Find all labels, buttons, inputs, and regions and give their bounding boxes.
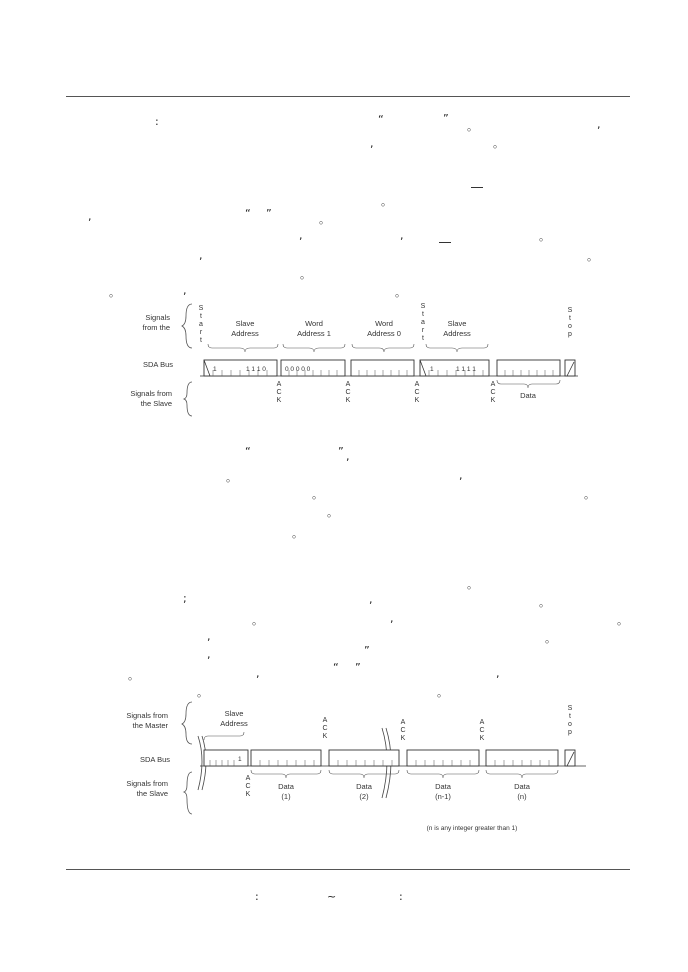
svg-text:p: p [568,331,572,338]
punct-comma: , [400,229,404,242]
punct-quote-close: ” [338,445,344,458]
svg-text:r: r [199,329,203,336]
ack-label [400,719,405,742]
bit-value: 1 1 1 1 [456,366,476,373]
svg-text:t: t [200,337,202,344]
punct-period: 。 [292,527,303,540]
data-field-label: (1) [281,792,291,801]
punct-period: 。 [128,669,139,682]
sequence-diagram-1 [100,300,590,420]
field-slave-address: Address [231,329,259,338]
svg-text:A: A [345,381,351,388]
svg-text:A: A [245,775,251,782]
svg-text:A: A [490,381,496,388]
punct-period: 。 [587,250,598,263]
signals-slave-label: the Slave [140,399,172,408]
svg-text:A: A [322,717,328,724]
punct-period: 。 [539,230,550,243]
field-word-address-0: Address 0 [367,329,401,338]
signals-slave-label: Signals from [130,389,172,398]
punct-comma: , [199,249,203,262]
svg-text:A: A [479,719,485,726]
bit-value: 1 1 1 0 [246,366,266,373]
svg-text:C: C [490,389,496,396]
signals-master-label: Signals [145,313,170,322]
punct-quote-close: ” [266,207,272,220]
svg-text:K: K [245,791,251,798]
field-word-address-1: Word [305,319,323,328]
punct-quote-open: “ [333,661,339,674]
ack-label [490,381,495,404]
data-field-label: (n) [517,792,527,801]
punct-comma: , [459,469,463,482]
punct-period: 。 [252,614,263,627]
svg-text:S: S [420,303,426,310]
svg-text:S: S [567,705,573,712]
ack-label [414,381,419,404]
stop-label [568,705,573,736]
punct-comma: , [256,667,260,680]
svg-text:C: C [322,725,328,732]
punct-quote-open: “ [245,445,251,458]
data-field-label: Data [356,782,372,791]
punct-comma: , [390,612,394,625]
svg-text:K: K [490,397,496,404]
svg-text:t: t [200,313,202,320]
punct-comma: , [346,450,350,463]
signals-master-label: the Master [132,721,168,730]
data-field-label: Data [435,782,451,791]
signals-master-label: from the [142,323,170,332]
svg-text:o: o [568,721,572,728]
punct-comma: , [370,137,374,150]
field-slave-address: Slave [224,709,244,718]
punct-period: 。 [395,286,406,299]
punct-period: 。 [539,596,550,609]
svg-text:C: C [414,389,420,396]
data-field-label: (2) [359,792,369,801]
svg-text:S: S [198,305,204,312]
ack-label [479,719,484,742]
ack-label [345,381,350,404]
svg-text:A: A [400,719,406,726]
data-field-label: Data [278,782,294,791]
punct-comma: , [597,118,601,131]
svg-text:K: K [276,397,282,404]
punct-period: 。 [109,286,120,299]
signals-slave-label: Signals from [126,779,168,788]
start-label [199,305,204,344]
svg-text:K: K [479,735,485,742]
data-field-label: Data [514,782,530,791]
footnote: (n is any integer greater than 1) [426,825,518,832]
field-word-address-0: Word [375,319,393,328]
svg-text:A: A [414,381,420,388]
svg-text:K: K [414,397,420,404]
field-word-address-1: Address 1 [297,329,331,338]
bit-value: 0 0 0 0 0 [285,366,311,373]
punct-comma: , [183,284,187,297]
punct-quote-open: “ [378,113,384,126]
punct-quote-close: ” [364,644,370,657]
svg-text:t: t [569,713,571,720]
svg-text:S: S [567,307,573,314]
punct-comma: , [369,593,373,606]
punct-comma: , [496,667,500,680]
field-data: Data [520,391,536,400]
punct-comma: , [207,630,211,643]
bit-value: 1 [238,756,242,763]
svg-text:K: K [400,735,406,742]
overline-mark [471,187,483,188]
ack-label [276,381,281,404]
signals-slave-label: the Slave [136,789,168,798]
signals-master-label: Signals from [126,711,168,720]
repeated-start-label [421,303,426,342]
sda-bus-label: SDA Bus [139,755,170,764]
svg-text:o: o [568,323,572,330]
svg-text:C: C [479,727,485,734]
punct-comma: , [88,210,92,223]
punct-period: 。 [617,614,628,627]
punct-period: 。 [467,120,478,133]
punct-period: 。 [584,488,595,501]
punct-period: 。 [197,686,208,699]
punct-period: 。 [312,488,323,501]
svg-text:A: A [276,381,282,388]
stop-label [568,307,573,338]
svg-text:C: C [245,783,251,790]
punct-period: 。 [327,506,338,519]
punct-tilde: ~ [327,890,337,903]
punct-period: 。 [381,195,392,208]
punct-period: 。 [493,137,504,150]
sda-bus-label: SDA Bus [142,360,173,369]
svg-text:C: C [276,389,282,396]
ack-label [322,717,327,740]
punct-semicolon: ; [183,592,187,605]
svg-text:C: C [345,389,351,396]
punct-quote-close: ” [443,112,449,125]
punct-colon: : [255,890,259,903]
ack-label [245,775,250,798]
svg-text:r: r [421,327,425,334]
punct-period: 。 [300,268,311,281]
punct-comma: , [299,229,303,242]
punct-period: 。 [467,578,478,591]
footer-rule [66,869,630,870]
svg-text:t: t [569,315,571,322]
svg-text:a: a [199,321,203,328]
field-slave-address: Slave [447,319,467,328]
overline-mark [439,242,451,243]
svg-text:K: K [345,397,351,404]
svg-text:a: a [421,319,425,326]
field-slave-address: Address [443,329,471,338]
sequence-diagram-2 [100,700,600,840]
bit-value: 1 [430,366,434,373]
svg-text:t: t [422,335,424,342]
svg-text:p: p [568,729,572,736]
punct-colon: : [155,115,159,128]
data-field-label: (n-1) [435,792,451,801]
svg-text:K: K [322,733,328,740]
field-slave-address: Slave [235,319,255,328]
svg-text:t: t [422,311,424,318]
bit-value: 1 [213,366,217,373]
punct-colon: : [399,890,403,903]
field-slave-address: Address [220,719,248,728]
punct-comma: , [207,648,211,661]
punct-period: 。 [319,213,330,226]
punct-period: 。 [437,686,448,699]
punct-period: 。 [226,471,237,484]
punct-quote-open: “ [245,207,251,220]
svg-text:C: C [400,727,406,734]
header-rule [66,96,630,97]
punct-quote-close: ” [355,661,361,674]
punct-period: 。 [545,632,556,645]
